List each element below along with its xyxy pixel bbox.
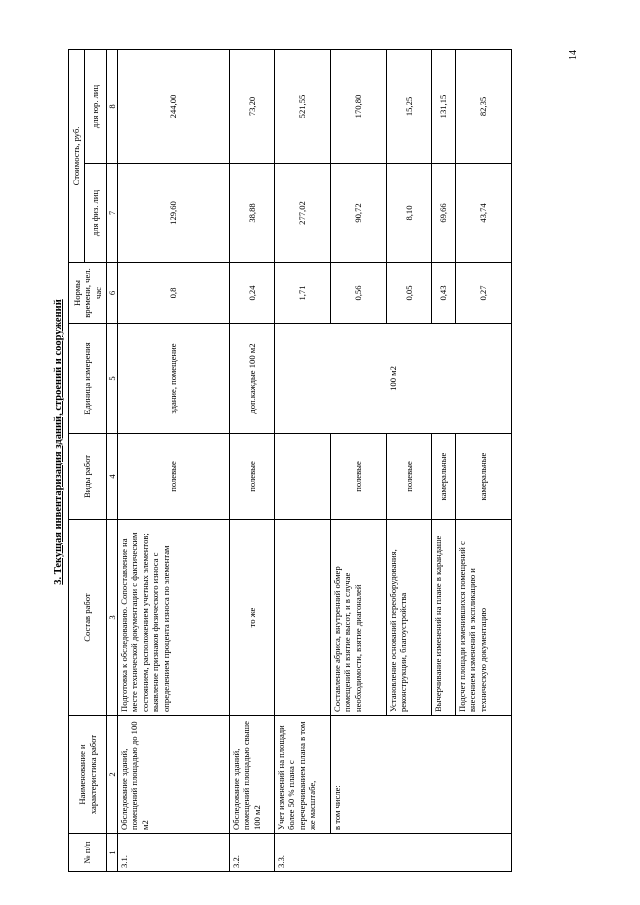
sub-cost-individual: 8,10 <box>387 164 432 263</box>
sub-norm: 0,43 <box>432 263 456 324</box>
row-norm: 0,24 <box>230 263 275 324</box>
row-work-type: полевые <box>118 434 230 520</box>
sub-cost-legal: 131,15 <box>432 50 456 164</box>
header-cost: Стоимость, руб. <box>69 50 85 263</box>
row-unit: 100 м2 <box>275 324 512 434</box>
column-index-row <box>107 50 118 872</box>
row-work-type-empty <box>275 434 331 520</box>
sub-cost-legal: 15,25 <box>387 50 432 164</box>
sub-norm: 0,56 <box>331 263 387 324</box>
row-number: 3.2. <box>230 834 275 872</box>
sub-norm: 0,05 <box>387 263 432 324</box>
table-row <box>331 50 387 872</box>
row-including: в том числе: <box>331 716 512 834</box>
page-number: 14 <box>568 50 579 60</box>
row-unit-top: здание, помещение <box>118 324 230 433</box>
column-index: 2 <box>107 716 118 834</box>
header-row-1 <box>69 50 85 872</box>
row-number: 3.1. <box>118 834 230 872</box>
header-norm: Нормы времени, чел. час <box>69 263 107 324</box>
header-cost-legal: для юр. лиц <box>85 50 107 164</box>
table-row <box>118 50 230 872</box>
sub-cost-individual: 90,72 <box>331 164 387 263</box>
row-unit-bottom: доп.каждые 100 м2 <box>246 343 257 414</box>
sub-cost-individual: 69,66 <box>432 164 456 263</box>
column-index: 6 <box>107 263 118 324</box>
row-unit <box>118 324 275 434</box>
sub-composition: Вычерчивание изменений на плане в карандаше <box>432 520 456 716</box>
column-index: 7 <box>107 164 118 263</box>
row-name: Учет изменений на площади более 50 % плана с перечерчиванием плана в том же масштабе, <box>275 716 331 834</box>
sub-work-type: полевые <box>331 434 387 520</box>
sub-composition: Составление абриса, внутренний обмер помещений и взятие высот, и в случае необходимости, взятие диагоналей <box>331 520 387 716</box>
column-index: 8 <box>107 50 118 164</box>
table-row <box>230 50 275 872</box>
row-cost-legal: 73,20 <box>230 50 275 164</box>
sub-cost-legal: 170,80 <box>331 50 387 164</box>
section-title: 3. Текущая инвентаризация зданий, строений и сооружений <box>53 299 64 585</box>
rotated-document <box>52 12 542 872</box>
column-index: 1 <box>107 834 118 872</box>
sub-cost-legal: 82,35 <box>456 50 512 164</box>
header-num: № п/п <box>69 834 107 872</box>
header-composition: Состав работ <box>69 520 107 716</box>
sub-composition: Установление оснований переоборудования, реконструкции, благоустройства <box>387 520 432 716</box>
row-number: 3.3. <box>275 834 512 872</box>
column-index: 5 <box>107 324 118 434</box>
row-cost-legal: 521,55 <box>275 50 331 164</box>
sub-work-type: камеральные <box>432 434 456 520</box>
row-norm: 1,71 <box>275 263 331 324</box>
row-cost-individual: 277,02 <box>275 164 331 263</box>
header-name: Наименование и характеристика работ <box>69 716 107 834</box>
header-unit: Единица измерения <box>69 324 107 434</box>
row-cost-individual: 38,88 <box>230 164 275 263</box>
row-composition: то же <box>230 520 275 716</box>
row-work-type: полевые <box>230 434 275 520</box>
sub-norm: 0,27 <box>456 263 512 324</box>
row-composition-empty <box>275 520 331 716</box>
row-cost-individual: 129,60 <box>118 164 230 263</box>
table-row <box>275 50 331 872</box>
header-cost-individual: для физ. лиц <box>85 164 107 263</box>
row-name: Обследование зданий, помещений площадью до 100 м2 <box>118 716 230 834</box>
sub-cost-individual: 43,74 <box>456 164 512 263</box>
sub-composition: Подсчет площади изменившихся помещений с внесением изменений в экспликацию и техническую документацию <box>456 520 512 716</box>
sub-work-type: полевые <box>387 434 432 520</box>
column-index: 4 <box>107 434 118 520</box>
header-work-types: Виды работ <box>69 434 107 520</box>
row-cost-legal: 244,00 <box>118 50 230 164</box>
inventory-table <box>68 49 512 872</box>
sub-work-type: камеральные <box>456 434 512 520</box>
column-index: 3 <box>107 520 118 716</box>
row-norm: 0,8 <box>118 263 230 324</box>
row-name: Обследование зданий, помещений площадью свыше 100 м2 <box>230 716 275 834</box>
row-composition: Подготовка к обследованию. Сопоставление на месте технической документации с фактическим состоянием, расположением учетных элементов; выявление признаков физического износа с определением процента износа по элементам <box>118 520 230 716</box>
